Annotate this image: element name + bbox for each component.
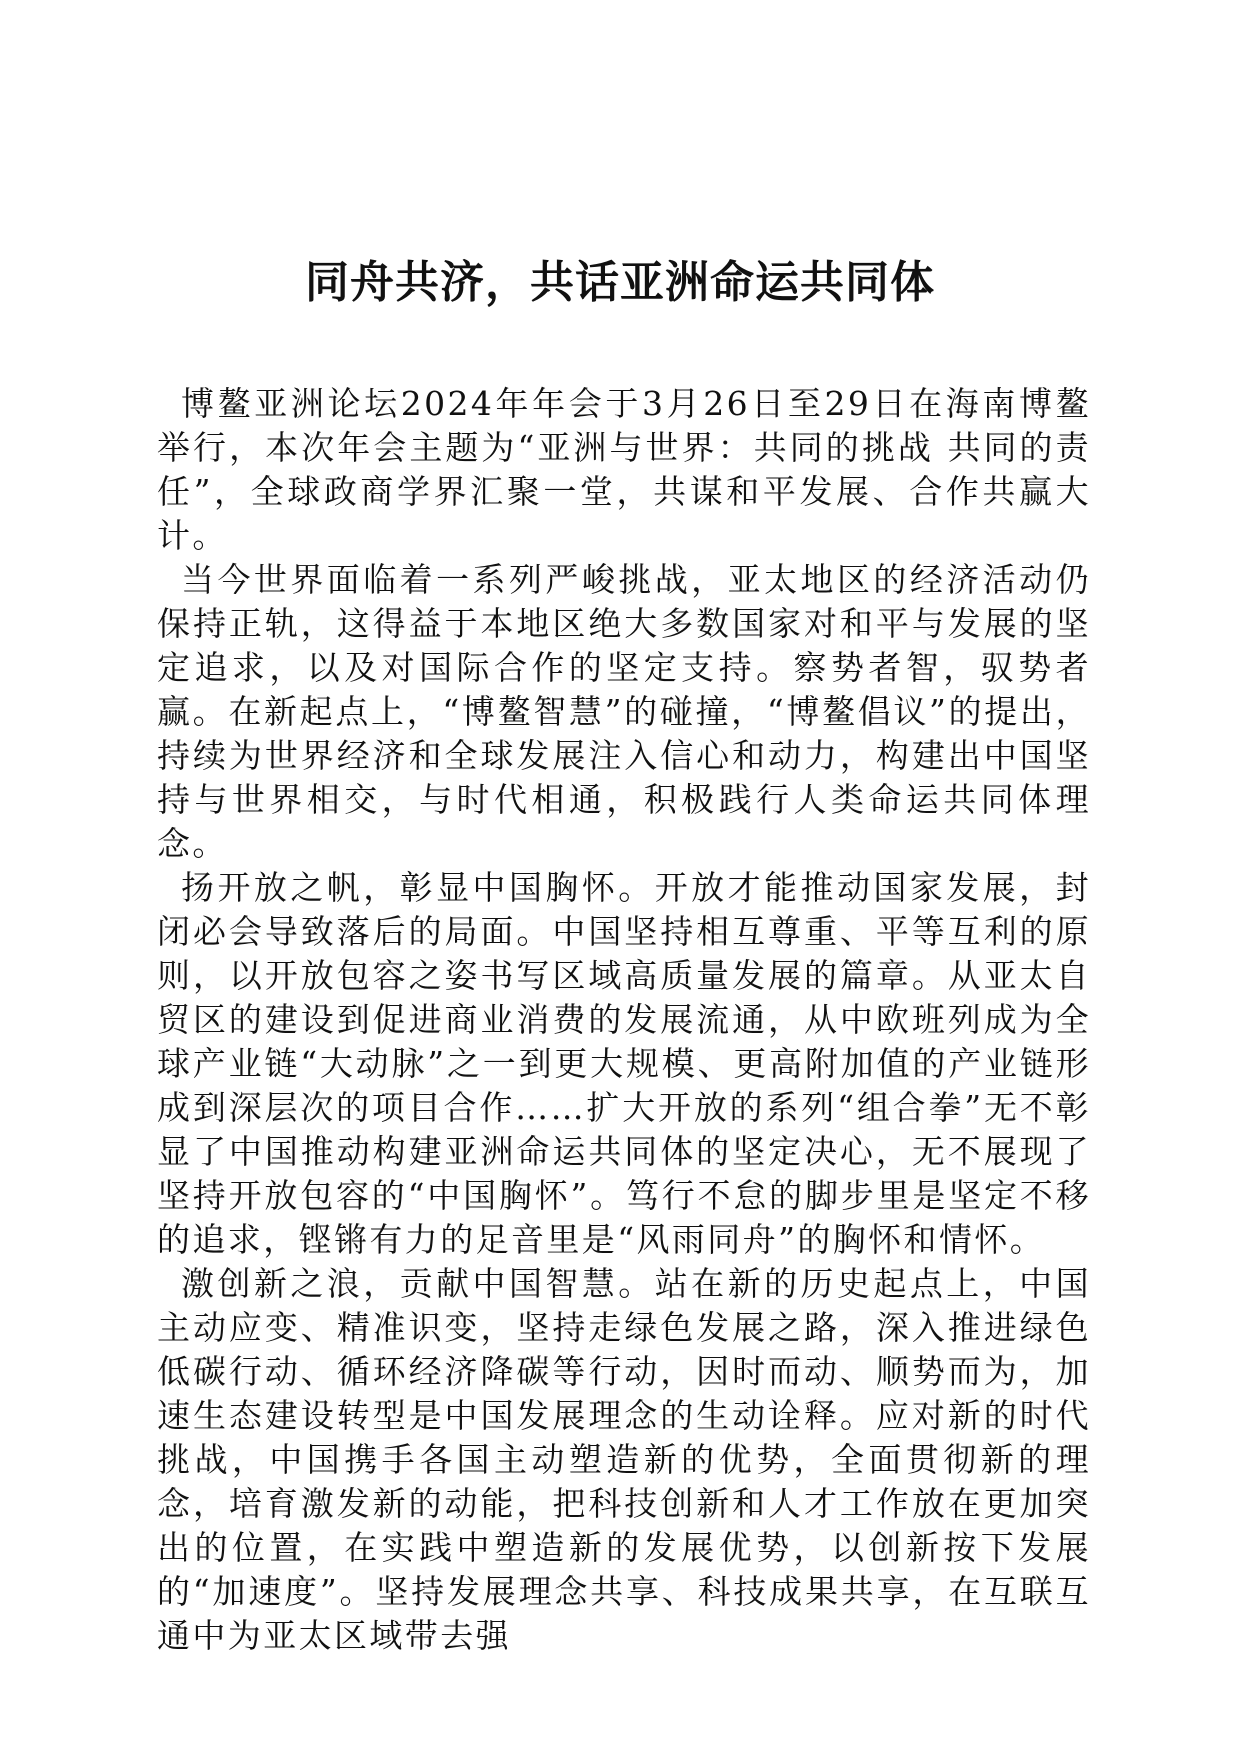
paragraph: 激创新之浪，贡献中国智慧。站在新的历史起点上，中国主动应变、精准识变，坚持走绿色发展之路，深入推进绿色低碳行动、循环经济降碳等行动，因时而动、顺势而为，加速生态建设转型是中国发展理念的生动诠释。应对新的时代挑战，中国携手各国主动塑造新的优势，全面贯彻新的理念，培育激发新的动能，把科技创新和人才工作放在更加突出的位置，在实践中塑造新的发展优势，以创新按下发展的“加速度”。坚持发展理念共享、科技成果共享，在互联互通中为亚太区域带去强 [157, 1264, 1091, 1655]
document-title: 同舟共济，共话亚洲命运共同体 [305, 257, 935, 308]
paragraph: 扬开放之帆，彰显中国胸怀。开放才能推动国家发展，封闭必会导致落后的局面。中国坚持相互尊重、平等互利的原则，以开放包容之姿书写区域高质量发展的篇章。从亚太自贸区的建设到促进商业消费的发展流通，从中欧班列成为全球产业链“大动脉”之一到更大规模、更高附加值的产业链形成到深层次的项目合作……扩大开放的系列“组合拳”无不彰显了中国推动构建亚洲命运共同体的坚定决心，无不展现了坚持开放包容的“中国胸怀”。笃行不怠的脚步里是坚定不移的追求，铿锵有力的足音里是“风雨同舟”的胸怀和情怀。 [157, 868, 1091, 1259]
paragraph: 当今世界面临着一系列严峻挑战，亚太地区的经济活动仍保持正轨，这得益于本地区绝大多数国家对和平与发展的坚定追求，以及对国际合作的坚定支持。察势者智，驭势者赢。在新起点上，“博鳌智慧”的碰撞，“博鳌倡议”的提出，持续为世界经济和全球发展注入信心和动力，构建出中国坚持与世界相交，与时代相通，积极践行人类命运共同体理念。 [157, 560, 1091, 863]
document-body [157, 382, 1091, 1658]
paragraph: 博鳌亚洲论坛2024年年会于3月26日至29日在海南博鳌举行，本次年会主题为“亚洲与世界：共同的挑战 共同的责任”，全球政商学界汇聚一堂，共谋和平发展、合作共赢大计。 [157, 384, 1091, 555]
